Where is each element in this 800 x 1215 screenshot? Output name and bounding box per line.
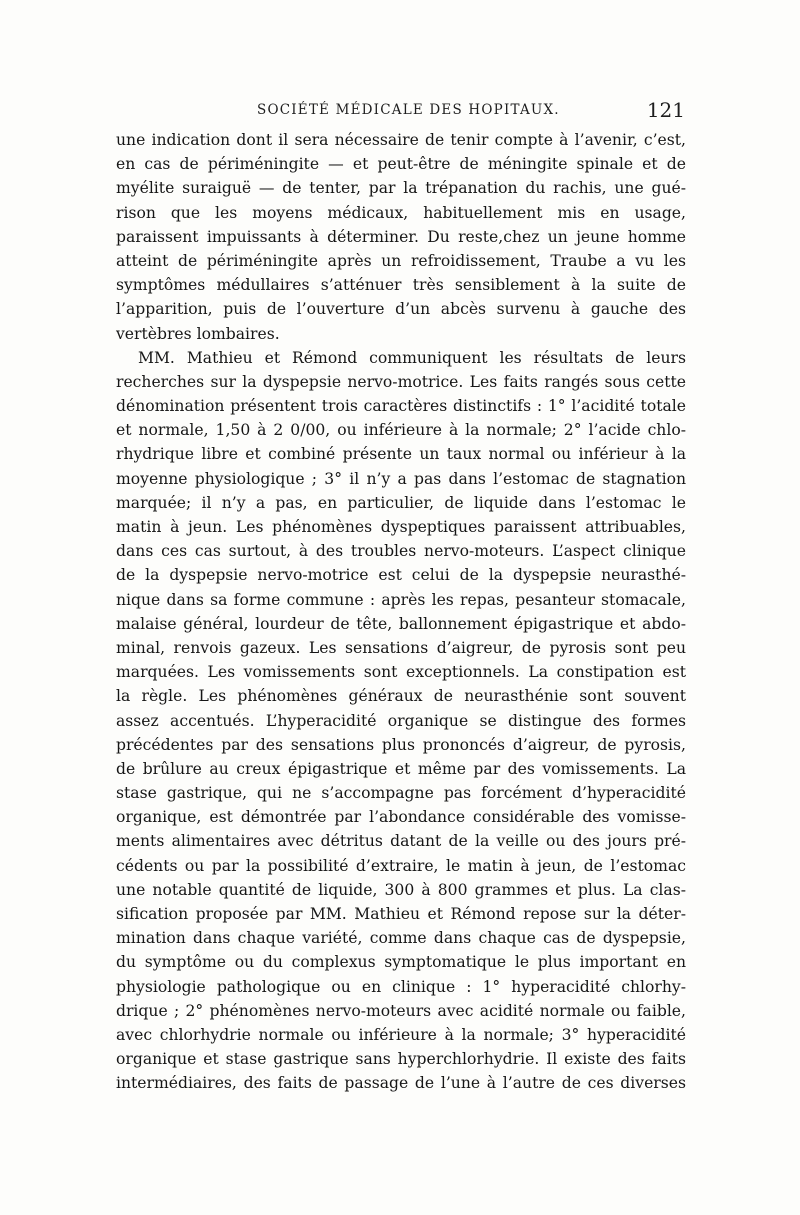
text-line: atteint de périméningite après un refroidissement, Traube a vu les: [116, 251, 686, 270]
text-line: rison que les moyens médicaux, habituellement mis en usage,: [116, 203, 686, 222]
text-line: organique et stase gastrique sans hyperchlorhydrie. Il existe des faits: [116, 1050, 686, 1069]
paragraph-start-line: MM. Mathieu et Rémond communiquent les résultats de leurs: [138, 348, 686, 367]
text-line: physiologie pathologique ou en clinique : 1° hyperacidité chlorhy-: [116, 977, 686, 996]
text-line: la règle. Les phénomènes généraux de neurasthénie sont souvent: [116, 687, 686, 706]
text-line: assez accentués. L’hyperacidité organique se distingue des formes: [116, 711, 686, 730]
text-line: en cas de périméningite — et peut-être de méningite spinale et de: [116, 155, 686, 174]
page-number: 121: [646, 98, 685, 122]
text-line: sification proposée par MM. Mathieu et Rémond repose sur la déter-: [116, 905, 686, 923]
text-line: paraissent impuissants à déterminer. Du reste,chez un jeune homme: [116, 227, 686, 246]
text-line: symptômes médullaires s’atténuer très sensiblement à la suite de: [116, 276, 686, 295]
text-line: minal, renvois gazeux. Les sensations d’aigreur, de pyrosis sont peu: [116, 638, 686, 657]
running-head: [115, 100, 685, 126]
text-line: malaise général, lourdeur de tête, ballonnement épigastrique et abdo-: [116, 614, 686, 633]
text-line: dénomination présentent trois caractères distinctifs : 1° l’acidité totale: [116, 397, 686, 416]
text-line: du symptôme ou du complexus symptomatique le plus important en: [116, 953, 686, 972]
running-title: SOCIÉTÉ MÉDICALE DES HOPITAUX.: [257, 102, 560, 118]
text-line: marquées. Les vomissements sont exceptionnels. La constipation est: [116, 663, 686, 682]
text-line: intermédiaires, des faits de passage de l’une à l’autre de ces diverses: [116, 1074, 686, 1093]
text-line: une notable quantité de liquide, 300 à 800 grammes et plus. La clas-: [116, 880, 686, 899]
text-line: avec chlorhydrie normale ou inférieure à la normale; 3° hyperacidité: [116, 1025, 686, 1044]
text-line: de la dyspepsie nervo-motrice est celui de la dyspepsie neurasthé-: [116, 566, 686, 585]
text-line: une indication dont il sera nécessaire de tenir compte à l’avenir, c’est,: [116, 131, 686, 149]
text-line: précédentes par des sensations plus prononcés d’aigreur, de pyrosis,: [116, 735, 686, 754]
text-line: l’apparition, puis de l’ouverture d’un abcès survenu à gauche des: [116, 300, 686, 319]
text-line: mination dans chaque variété, comme dans chaque cas de dyspepsie,: [116, 929, 686, 948]
text-line: nique dans sa forme commune : après les repas, pesanteur stomacale,: [116, 590, 686, 609]
text-line: organique, est démontrée par l’abondance considérable des vomisse-: [116, 808, 686, 827]
text-line: de brûlure au creux épigastrique et même par des vomissements. La: [116, 759, 686, 778]
text-line: stase gastrique, qui ne s’accompagne pas forcément d’hyperacidité: [116, 784, 686, 803]
text-line: rhydrique libre et combiné présente un taux normal ou inférieur à la: [116, 445, 686, 464]
text-line: drique ; 2° phénomènes nervo-moteurs avec acidité normale ou faible,: [116, 1001, 686, 1020]
text-line: dans ces cas surtout, à des troubles nervo-moteurs. L’aspect clinique: [116, 542, 686, 561]
text-line: cédents ou par la possibilité d’extraire, le matin à jeun, de l’estomac: [116, 856, 686, 875]
paragraph-end-line: vertèbres lombaires.: [116, 324, 280, 343]
text-line: et normale, 1,50 à 2 0/00, ou inférieure à la normale; 2° l’acide chlo-: [116, 421, 686, 440]
text-line: ments alimentaires avec détritus datant de la veille ou des jours pré-: [116, 832, 686, 851]
text-line: moyenne physiologique ; 3° il n’y a pas dans l’estomac de stagnation: [116, 469, 686, 488]
text-line: matin à jeun. Les phénomènes dyspeptiques paraissent attribuables,: [116, 518, 686, 536]
text-line: marquée; il n’y a pas, en particulier, de liquide dans l’estomac le: [116, 493, 686, 512]
text-line: recherches sur la dyspepsie nervo-motrice. Les faits rangés sous cette: [116, 372, 686, 391]
text-line: myélite suraiguë — de tenter, par la trépanation du rachis, une gué-: [116, 179, 686, 198]
body-text: [116, 128, 686, 1096]
